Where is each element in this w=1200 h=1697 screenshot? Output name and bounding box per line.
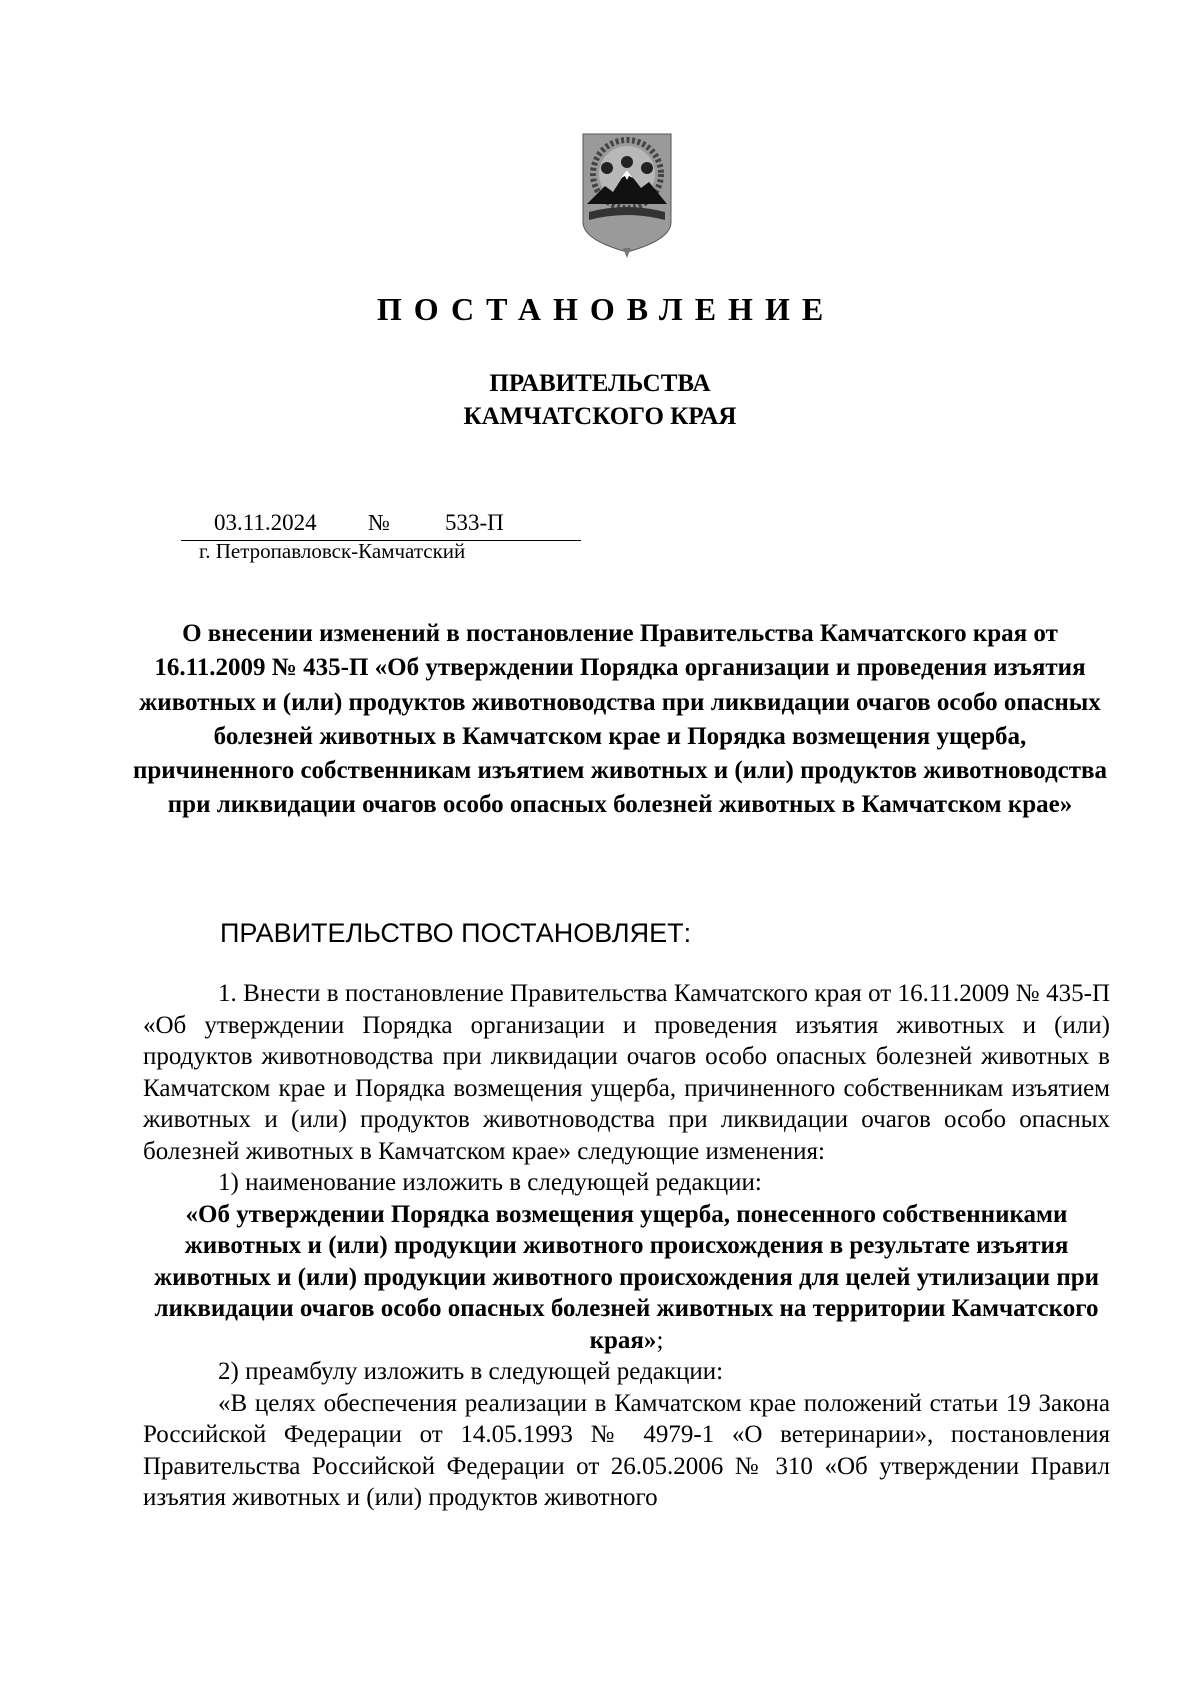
document-type: ПОСТАНОВЛЕНИЕ	[376, 291, 836, 327]
document-number: 533-П	[445, 510, 504, 535]
paragraph-1: 1. Внести в постановление Правительства Камчатского края от 16.11.2009 № 435-П «Об утверждении Порядка организации и проведения изъятия животных и (или) продуктов животноводства при ликвидации очагов особо опасных болезней животных в Камчатском крае и Порядка возмещения ущерба, причиненного собственникам изъятием животных и (или) продуктов животноводства при ликвидации очагов особо опасных болезней животных в Камчатском крае» следующие изменения:	[143, 980, 1110, 1165]
coat-of-arms-icon	[577, 130, 677, 260]
issuer-line-2: КАМЧАТСКОГО КРАЯ	[463, 403, 737, 430]
document-title: О внесении изменений в постановление Правительства Камчатского края от 16.11.2009 № 435-П «Об утверждении Порядка организации и проведения изъятия животных и (или) продуктов животноводства при ликвидации очагов особо опасных болезней животных в Камчатском крае и Порядка возмещения ущерба, причиненного собственникам изъятием животных и (или) продуктов животноводства при ликвидации очагов особо опасных болезней животных в Камчатском крае»	[132, 620, 1108, 819]
place-of-issue: г. Петропавловск-Камчатский	[199, 539, 466, 563]
ruling-clause: ПРАВИТЕЛЬСТВО ПОСТАНОВЛЯЕТ:	[220, 918, 692, 948]
issuer	[0, 367, 1200, 433]
item-1-new-title: «Об утверждении Порядка возмещения ущерба, понесенного собственниками животных и (или) продукции животного происхождения в результате изъятия животных и (или) продукции животного происхождения для целей утилизации при ликвидации очагов особо опасных болезней животных на территории Камчатского края»	[153, 1200, 1100, 1354]
item-2-new-text: «В целях обеспечения реализации в Камчатском крае положений статьи 19 Закона Российской Федерации от 14.05.1993 № 4979-1 «О ветеринарии», постановления Правительства Российской Федерации от 26.05.2006 № 310 «Об утверждении Правил изъятия животных и (или) продуктов животного	[143, 1389, 1110, 1511]
item-1-new-text	[143, 1199, 1110, 1357]
number-sign: №	[368, 510, 390, 535]
document-body	[143, 978, 1110, 1514]
document-date: 03.11.2024	[214, 510, 317, 535]
issuer-line-1: ПРАВИТЕЛЬСТВА	[489, 370, 711, 397]
item-1-tail: ;	[656, 1326, 664, 1354]
item-2: 2) преамбулу изложить в следующей редакции:	[218, 1358, 724, 1385]
item-1: 1) наименование изложить в следующей редакции:	[218, 1169, 762, 1196]
